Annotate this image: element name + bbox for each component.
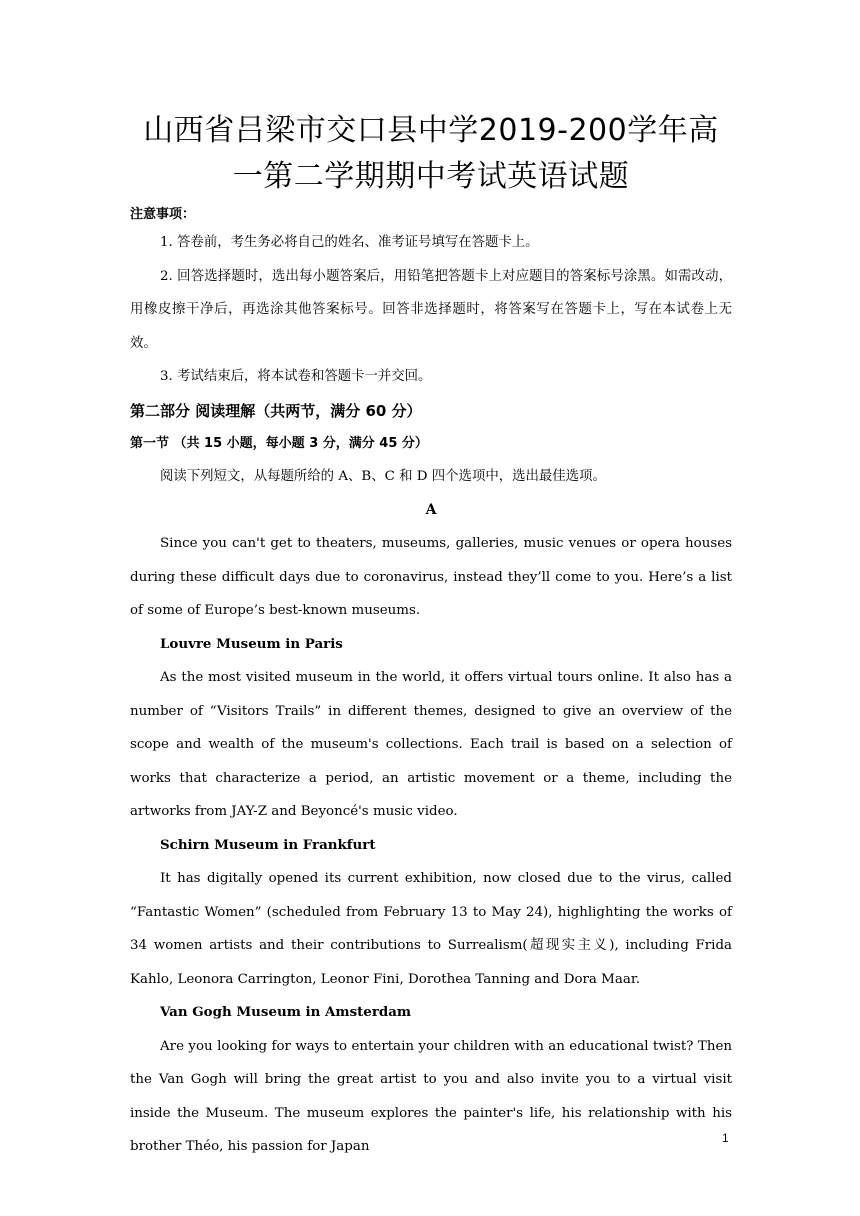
museum-heading-louvre: Louvre Museum in Paris	[160, 635, 343, 652]
notice-item-2: 2. 回答选择题时，选出每小题答案后，用铅笔把答题卡上对应题目的答案标号涂黑。如需改动，用橡皮擦干净后，再选涂其他答案标号。回答非选择题时，将答案写在答题卡上，写在本试卷上无效。	[130, 268, 732, 351]
museum-heading-schirn: Schirn Museum in Frankfurt	[160, 836, 376, 853]
page-number: 1	[722, 1131, 729, 1145]
museum-text-schirn: It has digitally opened its current exhibition, now closed due to the virus, called “Fantastic Women” (scheduled from February 13 to May 24), highlighting the works of 34 women artists and their contributions to Surrealism(超现实主义), including Frida Kahlo, Leonora Carrington, Leonor Fini, Dorothea Tanning and Dora Maar.	[130, 871, 732, 987]
passage-letter: A	[425, 502, 437, 518]
section-heading: 第一节 （共 15 小题，每小题 3 分，满分 45 分）	[130, 435, 428, 451]
museum-heading-van-gogh: Van Gogh Museum in Amsterdam	[160, 1004, 412, 1020]
notice-heading: 注意事项：	[130, 207, 196, 222]
title-line-2: 一第二学期期中考试英语试题	[232, 159, 630, 194]
instruction-text: 阅读下列短文，从每题所给的 A、B、C 和 D 四个选项中，选出最佳选项。	[160, 468, 606, 484]
notice-item-1: 1. 答卷前，考生务必将自己的姓名、准考证号填写在答题卡上。	[160, 235, 539, 250]
part-heading: 第二部分 阅读理解（共两节，满分 60 分）	[130, 401, 422, 420]
document-page	[130, 108, 732, 1164]
notice-item-3: 3. 考试结束后，将本试卷和答题卡一并交回。	[160, 369, 432, 384]
document-title	[130, 108, 732, 200]
passage-intro: Since you can't get to theaters, museums, galleries, music venues or opera houses during these difficult days due to coronavirus, instead they’ll come to you. Here’s a list of some of Europe’s best-known museums.	[130, 536, 732, 618]
museum-text-louvre: As the most visited museum in the world, it offers virtual tours online. It also has a number of “Visitors Trails” in different themes, designed to give an overview of the scope and wealth of the museum's collections. Each trail is based on a selection of works that characterize a period, an artistic movement or a theme, including the artworks from JAY-Z and Beyoncé's music video.	[130, 670, 732, 819]
museum-text-van-gogh: Are you looking for ways to entertain your children with an educational twist? Then the Van Gogh will bring the great artist to you and also invite you to a virtual visit inside the Museum. The museum explores the painter's life, his relationship with his brother Théo, his passion for Japan	[130, 1038, 732, 1154]
title-line-1: 山西省吕梁市交口县中学2019-200学年高	[143, 113, 719, 148]
